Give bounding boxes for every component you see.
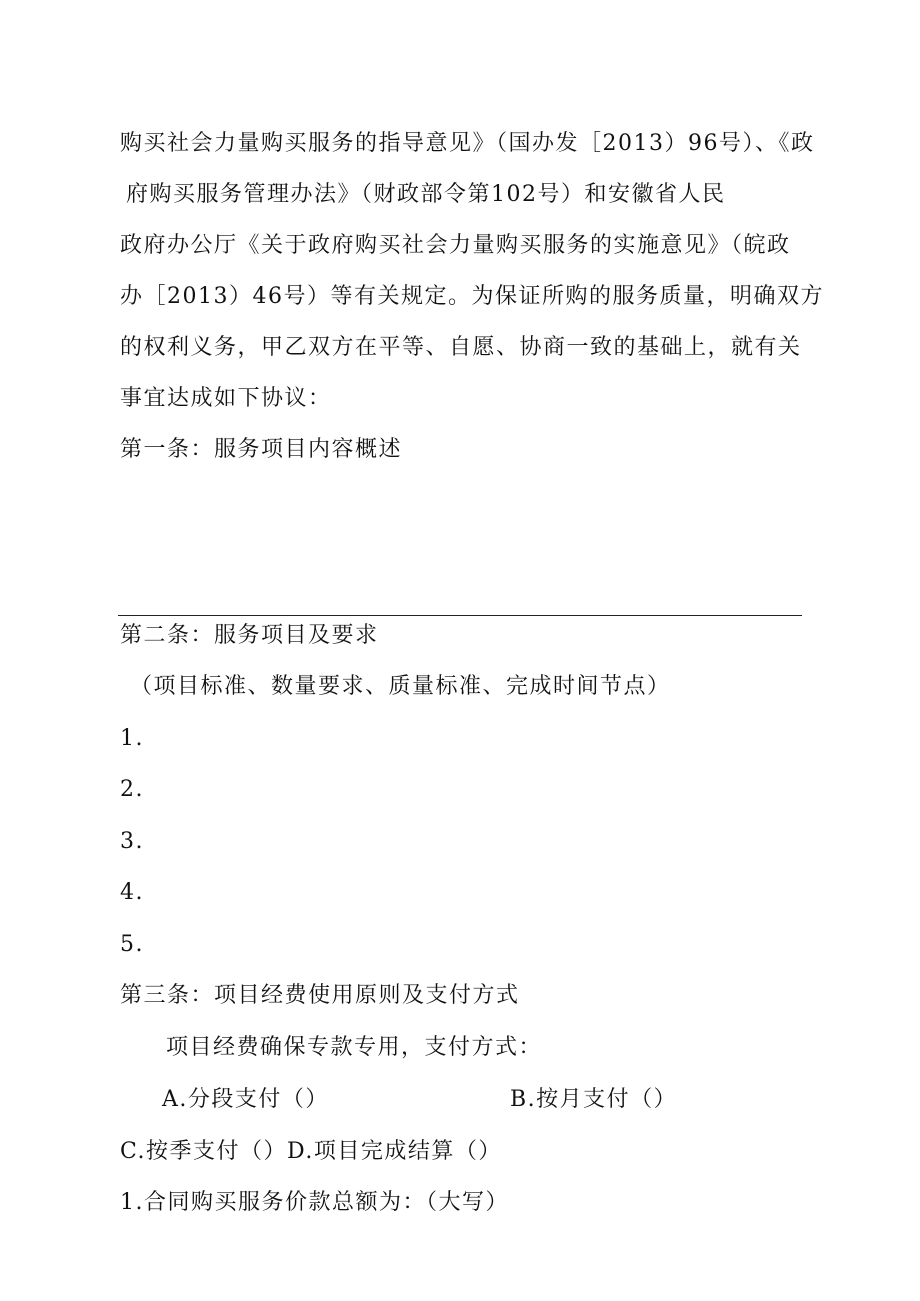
intro-line-1: 购买社会力量购买服务的指导意见》（国办发［2013）96号）、《政 (120, 131, 815, 156)
article-1-title: 第一条：服务项目内容概述 (120, 437, 403, 462)
list-item-1: 1. (120, 726, 144, 751)
article-2-title: 第二条：服务项目及要求 (120, 623, 379, 648)
section-divider (118, 615, 802, 616)
list-item-4: 4. (120, 880, 144, 905)
payment-option-a: A.分段支付（） (162, 1087, 329, 1112)
intro-line-6: 事宜达成如下协议： (120, 386, 332, 411)
article-3-title: 第三条：项目经费使用原则及支付方式 (120, 983, 520, 1008)
payment-options-c-d: C.按季支付（）D.项目完成结算（） (120, 1139, 502, 1164)
list-item-3: 3. (120, 829, 144, 854)
article-2-note: （项目标准、数量要求、质量标准、完成时间节点） (130, 674, 671, 699)
intro-line-2: 府购买服务管理办法》（财政部令第102号）和安徽省人民 (126, 182, 726, 207)
article-3-description: 项目经费确保专款专用，支付方式： (166, 1035, 543, 1060)
intro-line-3: 政府办公厅《关于政府购买社会力量购买服务的实施意见》（皖政 (120, 233, 791, 258)
list-item-5: 5. (120, 932, 144, 957)
intro-line-5: 的权利义务，甲乙双方在平等、自愿、协商一致的基础上，就有关 (120, 335, 802, 360)
total-amount-label: 1.合同购买服务价款总额为：（大写） (120, 1190, 509, 1215)
intro-line-4: 办［2013）46号）等有关规定。为保证所购的服务质量，明确双方 (120, 284, 824, 309)
list-item-2: 2. (120, 777, 144, 802)
payment-option-b: B.按月支付（） (510, 1087, 678, 1112)
